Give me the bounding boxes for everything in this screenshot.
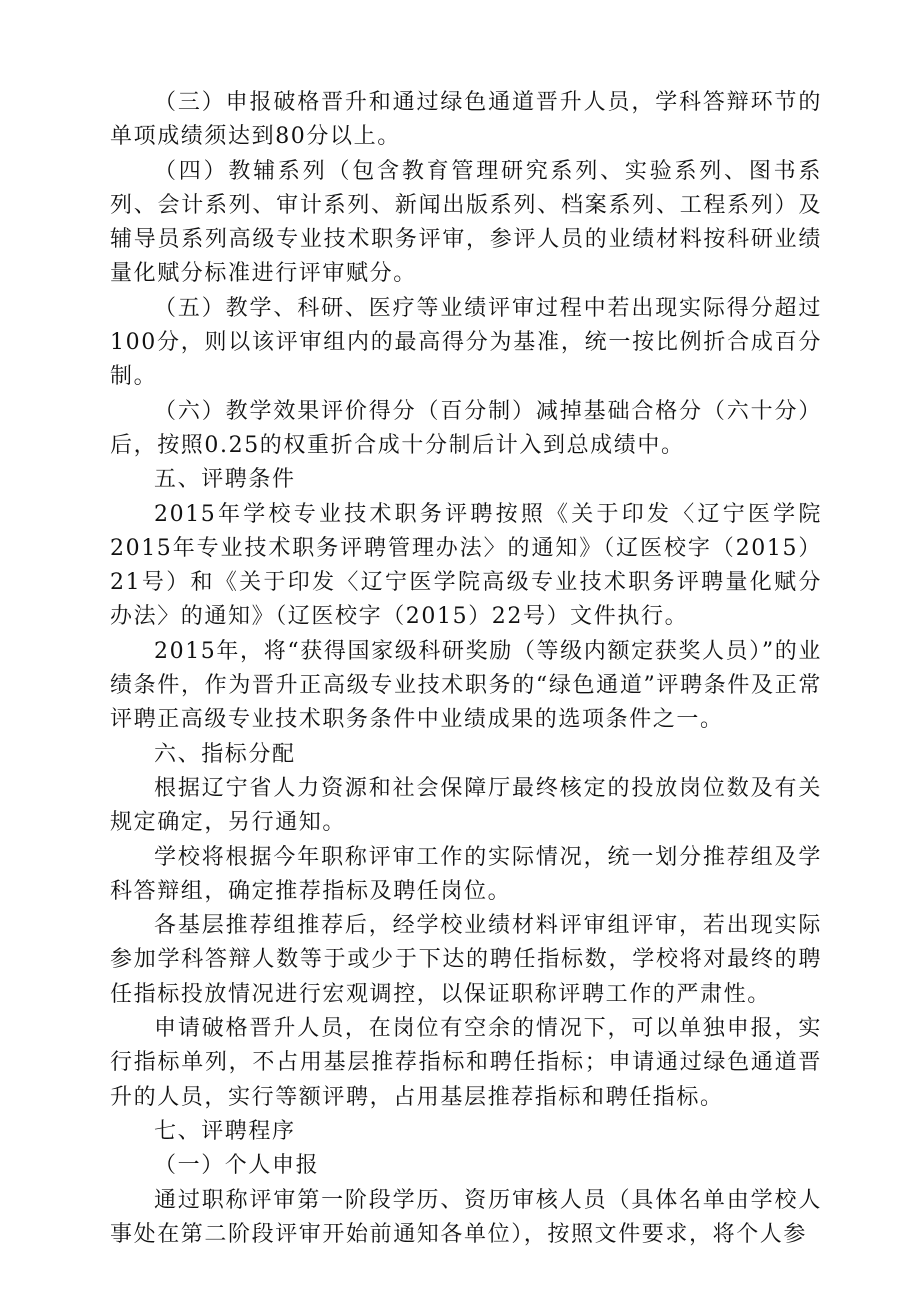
document-page bbox=[110, 86, 822, 1252]
paragraph-item-4-auxiliary-series: （四）教辅系列（包含教育管理研究系列、实验系列、图书系列、会计系列、审计系列、新闻出版系列、档案系列、工程系列）及辅导员系列高级专业技术职务评审，参评人员的业绩材料按科研业绩量化赋分标准进行评审赋分。 bbox=[110, 158, 822, 287]
paragraph-macro-control: 各基层推荐组推荐后，经学校业绩材料评审组评审，若出现实际参加学科答辩人数等于或少于下达的聘任指标数，学校将对最终的聘任指标投放情况进行宏观调控，以保证职称评聘工作的严肃性。 bbox=[110, 913, 822, 1007]
paragraph-evaluation-basis: 2015年学校专业技术职务评聘按照《关于印发〈辽宁医学院2015年专业技术职务评聘管理办法〉的通知》（辽医校字（2015）21号）和《关于印发〈辽宁医学院高级专业技术职务评聘量化赋分办法〉的通知》（辽医校字（2015）22号）文件执行。 bbox=[110, 501, 822, 630]
section-heading-seven: 七、评聘程序 bbox=[154, 1118, 296, 1144]
section-heading-six: 六、指标分配 bbox=[154, 741, 296, 767]
subsection-heading-personal-application: （一）个人申报 bbox=[154, 1153, 320, 1179]
paragraph-item-6-teaching-effect: （六）教学效果评价得分（百分制）减掉基础合格分（六十分）后，按照0.25的权重折合成十分制后计入到总成绩中。 bbox=[110, 398, 822, 458]
section-heading-five: 五、评聘条件 bbox=[154, 467, 296, 493]
paragraph-personal-application: 通过职称评审第一阶段学历、资历审核人员（具体名单由学校人事处在第二阶段评审开始前通知各单位），按照文件要求，将个人参 bbox=[110, 1187, 822, 1247]
paragraph-quota-notice: 根据辽宁省人力资源和社会保障厅最终核定的投放岗位数及有关规定确定，另行通知。 bbox=[110, 775, 822, 836]
paragraph-item-3-score-requirement: （三）申报破格晋升和通过绿色通道晋升人员，学科答辩环节的单项成绩须达到80分以上。 bbox=[110, 90, 822, 150]
paragraph-item-5-score-conversion: （五）教学、科研、医疗等业绩评审过程中若出现实际得分超过100分，则以该评审组内的最高得分为基准，统一按比例折合成百分制。 bbox=[110, 295, 822, 390]
paragraph-green-channel: 2015年，将“获得国家级科研奖励（等级内额定获奖人员）”的业绩条件，作为晋升正高级专业技术职务的“绿色通道”评聘条件及正常评聘正高级专业技术职务条件中业绩成果的选项条件之一。 bbox=[110, 638, 822, 733]
paragraph-group-division: 学校将根据今年职称评审工作的实际情况，统一划分推荐组及学科答辩组，确定推荐指标及聘任岗位。 bbox=[110, 844, 822, 904]
paragraph-exceptional-promotion: 申请破格晋升人员，在岗位有空余的情况下，可以单独申报，实行指标单列，不占用基层推荐指标和聘任指标；申请通过绿色通道晋升的人员，实行等额评聘，占用基层推荐指标和聘任指标。 bbox=[110, 1016, 822, 1110]
